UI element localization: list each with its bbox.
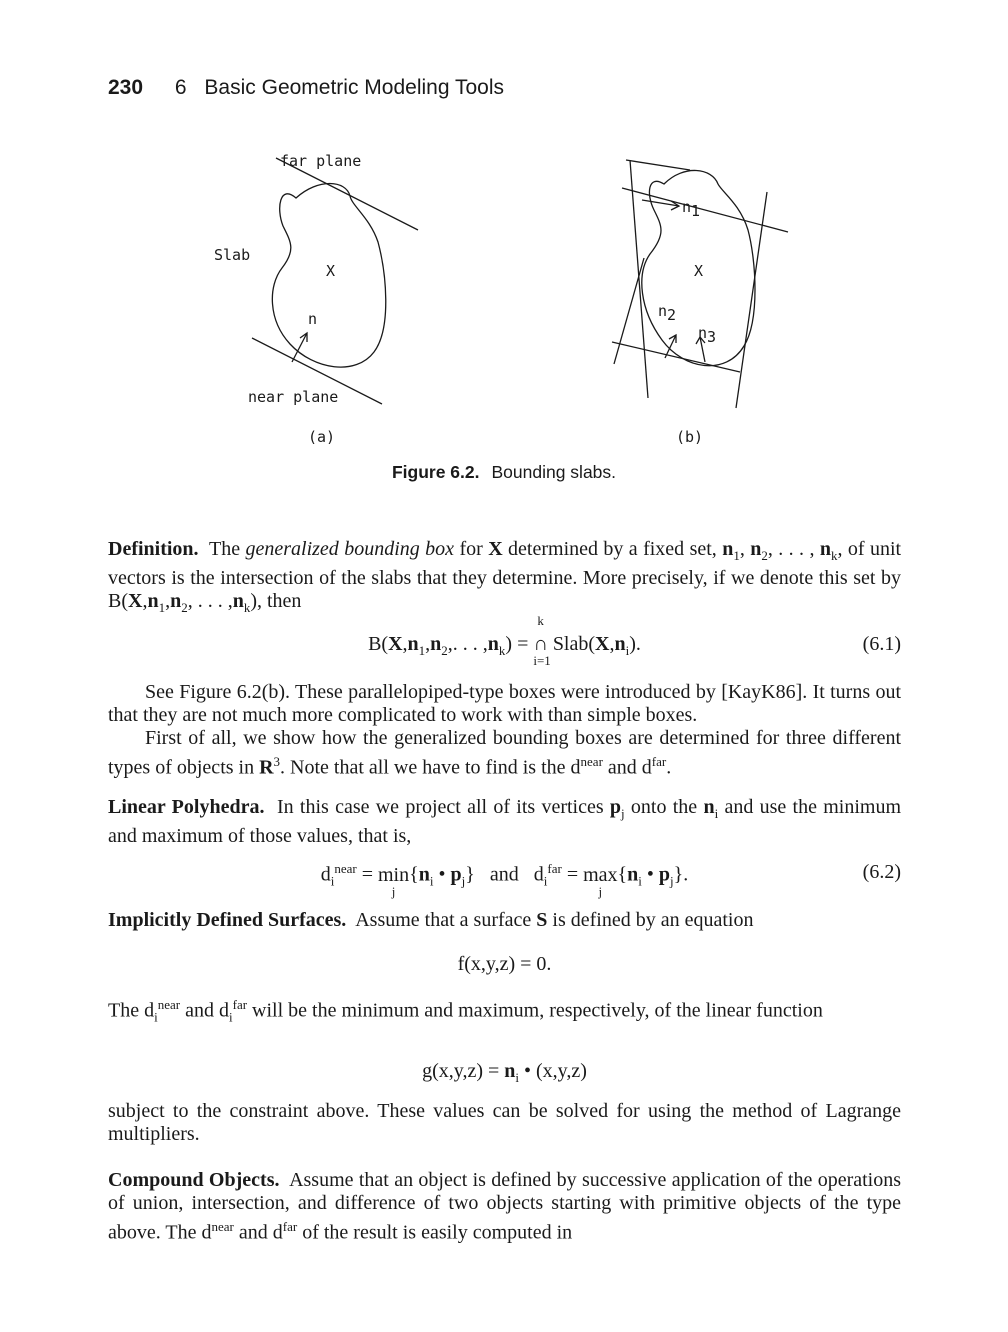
normal-label-a: n — [308, 310, 318, 328]
object-label-a: X — [326, 262, 336, 280]
slab-line-3 — [626, 160, 690, 170]
subfigure-label-a: (a) — [308, 428, 336, 446]
subfigure-label-b: (b) — [676, 428, 704, 446]
slab-line-2 — [612, 342, 740, 372]
definition-paragraph: Definition. The generalized bounding box for X determined by a fixed set, $n_1$, $n_2$, . . . , $n_k$, of unit vectors is the intersection of the slabs that they determine. More precisely, if we denote this set by $B(X,n_1,n_2$, . . . $,n_k$), then — [108, 538, 902, 615]
running-header — [108, 76, 504, 100]
near-plane-label: near plane — [248, 388, 339, 406]
normal-label-n1: n1 — [682, 198, 701, 220]
slab-line-5 — [736, 192, 767, 408]
far-plane-label: far plane — [280, 152, 362, 170]
linear-polyhedra-paragraph: Linear Polyhedra. In this case we project all of its vertices $p_j$ onto the $n_i$ and use the minimum and maximum of those values, that is, — [108, 796, 902, 847]
paragraph-first-of-all: First of all, we show how the generalized bounding boxes are determined for three different types of objects in $R^3$. Note that all we have to find is the $d^{near}$ and $d^{far}$. — [108, 727, 901, 779]
equation-6-2: $d_i^{near} = \min$ j {$n_i$ • $p_j$} and $d_i^{far} = \max$ j {$n_i$ • $p_j$}. (6.2) — [320, 861, 901, 899]
object-label-b: X — [694, 262, 704, 280]
implicit-surfaces-paragraph: Implicitly Defined Surfaces. Assume that a surface S is defined by an equation — [108, 909, 754, 931]
chapter-number: 6 — [174, 76, 187, 99]
paragraph-subject-to: subject to the constraint above. These values can be solved for using the method of Lagrange multipliers. — [108, 1100, 901, 1145]
paragraph-the-dnear: The $d_i^{near}$ and $d_i^{far}$ will be the minimum and maximum, respectively, of the linear function — [108, 997, 823, 1025]
intersection-operator: k ∩ i=1 — [533, 613, 551, 668]
normal-label-n2: n2 — [658, 302, 677, 324]
equation-constraint: f(x,y,z) = 0. — [457, 953, 552, 975]
caption-text: Bounding slabs. — [491, 462, 617, 482]
slab-label: Slab — [214, 246, 251, 264]
slab-line-4 — [630, 160, 648, 398]
caption-label: Figure 6.2. — [391, 462, 480, 482]
equation-6-1: $B(X,n_1,n_2$,. . . $,n_k$) = k ∩ i=1 $Slab(X,n_i)$. (6.1) — [368, 613, 901, 668]
equation-number: (6.2) — [862, 861, 901, 883]
compound-objects-paragraph: Compound Objects. Assume that an object is defined by successive application of the operations of union, intersection, and difference of two objects starting with primitive objects of the type above. The $d^{near}$ and $d^{far}$ of the result is easily computed in — [108, 1169, 901, 1244]
figure-drawing — [0, 130, 1008, 460]
chapter-title: Basic Geometric Modeling Tools — [204, 76, 504, 99]
slab-line-1 — [622, 188, 788, 232]
figure-bounding-slabs — [0, 130, 1008, 460]
equation-linear-function: $g(x,y,z) = n_i$ • (x,y,z) — [422, 1060, 587, 1085]
page-number: 230 — [108, 76, 144, 99]
equation-number: (6.1) — [862, 633, 901, 655]
normal-label-n3: n3 — [698, 324, 717, 346]
figure-caption — [0, 462, 1008, 483]
paragraph-see-figure: See Figure 6.2(b). These parallelopiped-type boxes were introduced by [KayK86]. It turns out that they are not much more complicated to work with than simple boxes. — [108, 681, 901, 726]
